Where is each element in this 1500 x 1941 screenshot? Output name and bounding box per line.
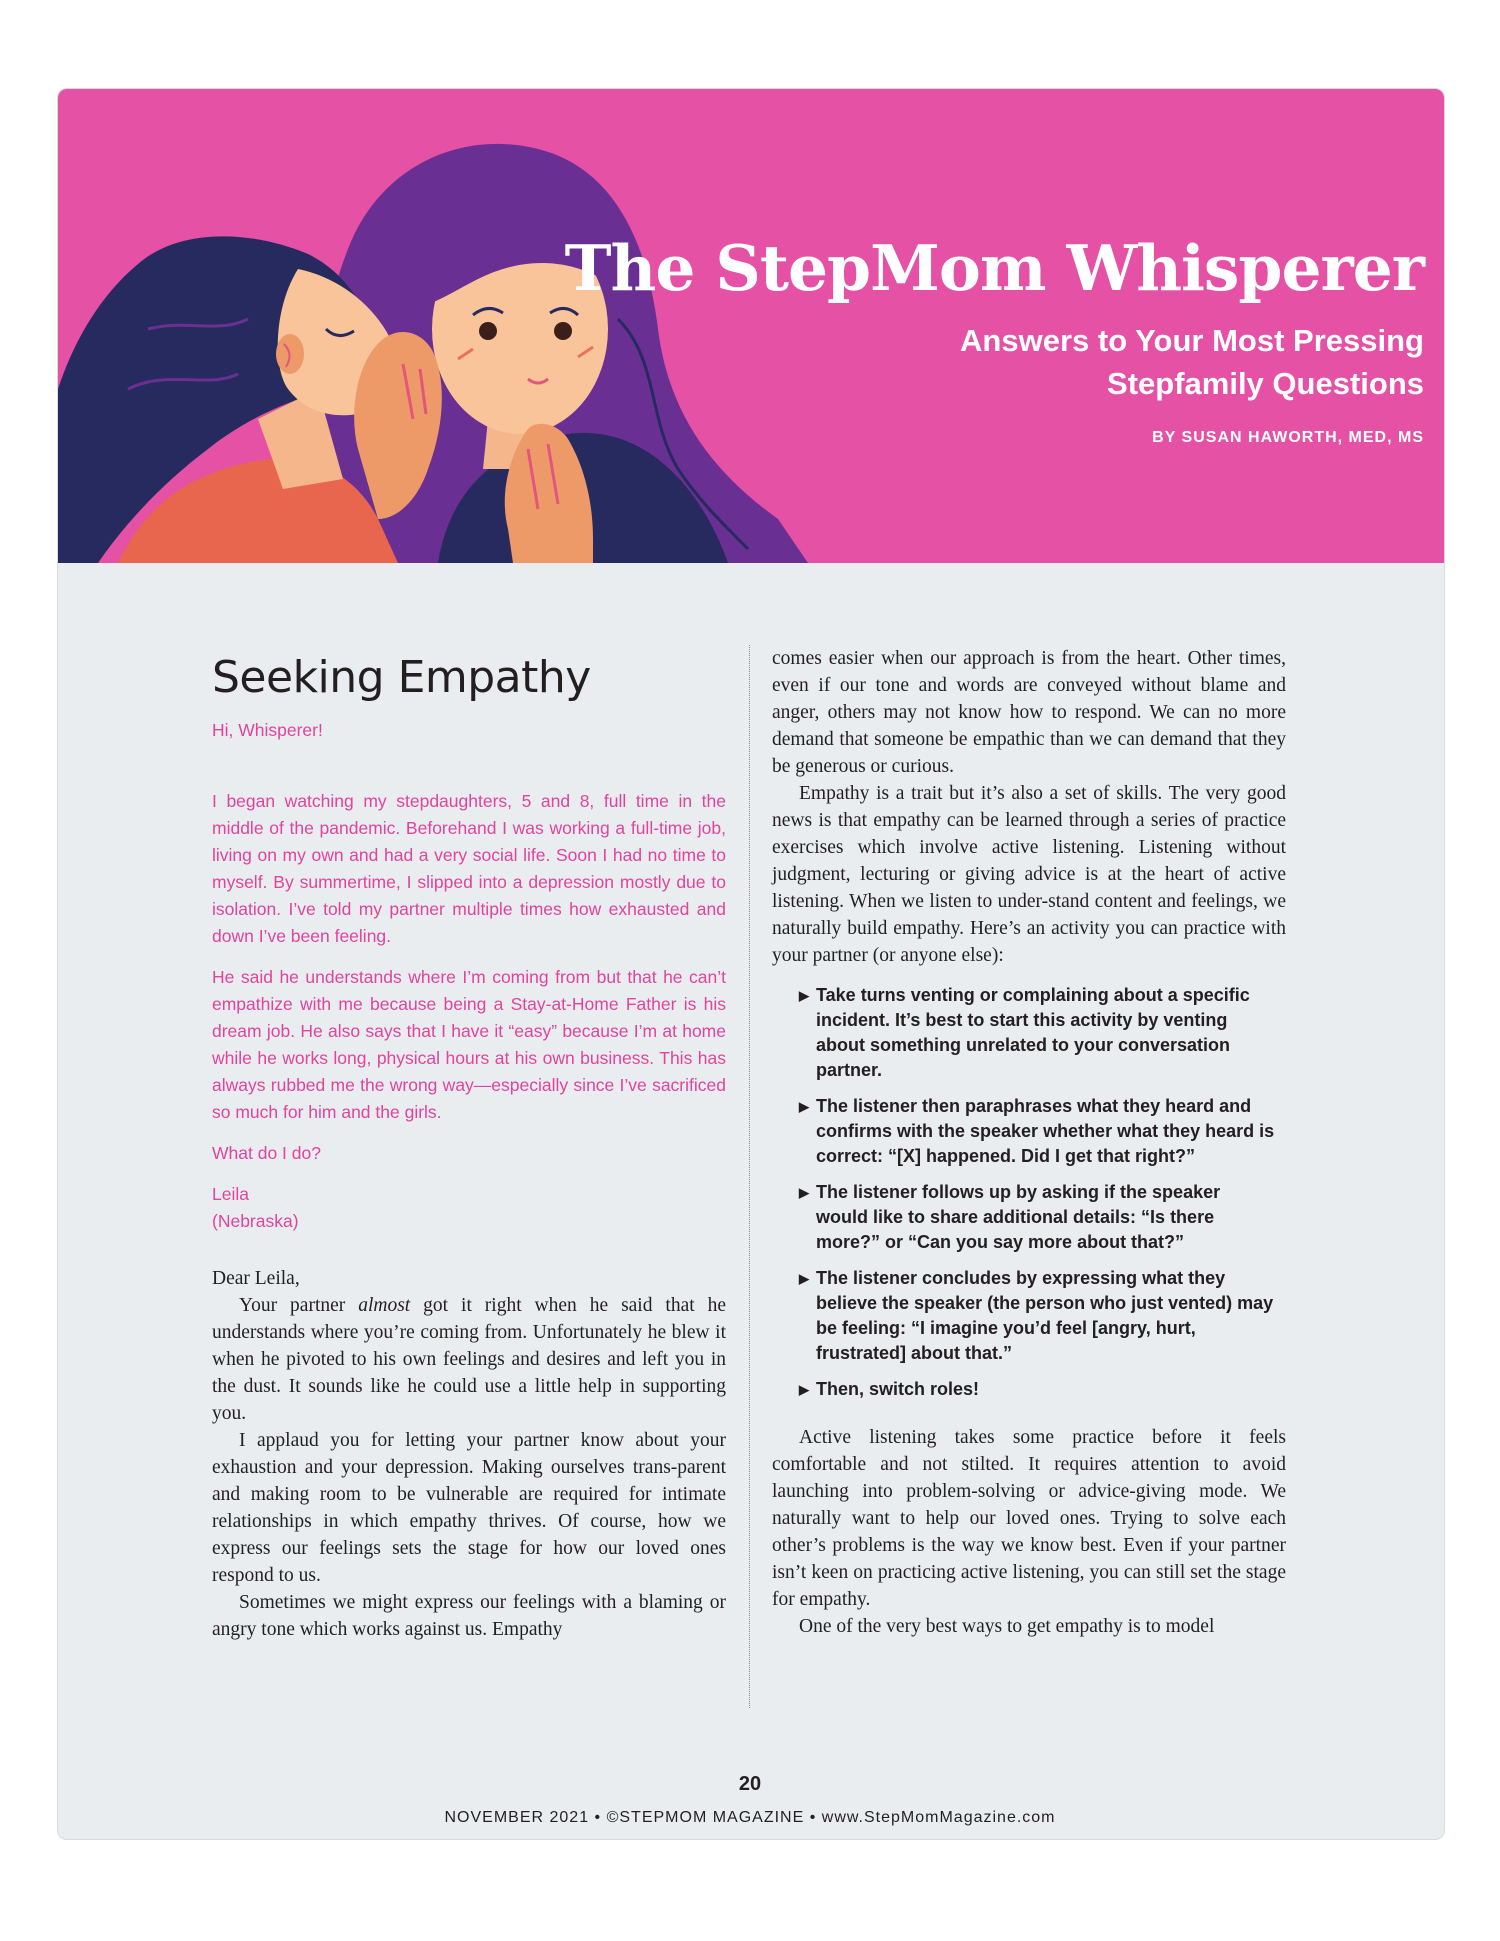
column-subtitle [864, 319, 1424, 405]
list-item: ▶ Take turns venting or complaining about a specific incident. It’s best to start this activity by venting about something unrelated to your conversation partner. [799, 985, 1250, 1080]
answer-paragraph-continued: comes easier when our approach is from the heart. Other times, even if our tone and words are conveyed without blame and anger, others may not know how to respond. We can no more demand that someone be empathic than we can demand that they be generous or curious. [772, 648, 1286, 777]
triangle-bullet-icon: ▶ [799, 988, 809, 1003]
answer-paragraph: One of the very best ways to get empathy is to model [799, 1616, 1215, 1637]
letter-question: What do I do? [212, 1143, 321, 1163]
right-column [772, 645, 1286, 1640]
subtitle-line-1: Answers to Your Most Pressing [960, 323, 1424, 358]
page-number: 20 [738, 1773, 762, 1795]
column-divider [749, 645, 750, 1708]
magazine-column-title: The StepMom Whisperer [564, 231, 1424, 305]
whispering-women-illustration [58, 89, 808, 563]
activity-steps-list [772, 983, 1286, 1402]
list-item: ▶ The listener then paraphrases what they heard and confirms with the speaker whether what they heard is correct: “[X] happened. Did I get that right?” [799, 1096, 1275, 1166]
list-item: ▶ The listener follows up by asking if the speaker would like to share additional details: “Is there more?” or “Can you say more about that?” [799, 1182, 1221, 1252]
answer-paragraph: Empathy is a trait but it’s also a set of skills. The very good news is that empathy can be learned through a series of practice exercises which involve active listening. Listening without judgment, lecturing or giving advice is at the heart of active listening. When we listen to under-stand content and feelings, we naturally build empathy. Here’s an activity you can practice with your partner (or anyone else): [772, 783, 1286, 966]
triangle-bullet-icon: ▶ [799, 1271, 809, 1286]
answer-paragraph: Your partner almost got it right when he said that he understands where you’re coming from. Unfortunately he blew it when he pivoted to his own feelings and desires and left you in the dust. It sounds like he could use a little help in supporting you. [212, 1295, 726, 1424]
letter-greeting: Hi, Whisperer! [212, 720, 323, 740]
letter-signature [212, 1181, 726, 1235]
answer-paragraph: Sometimes we might express our feelings with a blaming or angry tone which works against us. Empathy [212, 1592, 726, 1640]
author-byline: BY SUSAN HAWORTH, MED, MS [1152, 429, 1424, 446]
footer-credit: NOVEMBER 2021 • ©STEPMOM MAGAZINE • www.StepMomMagazine.com [444, 1809, 1056, 1826]
triangle-bullet-icon: ▶ [799, 1382, 809, 1397]
reader-letter [212, 717, 726, 1235]
answer-paragraph: I applaud you for letting your partner know about your exhaustion and your depression. Making ourselves trans-parent and making room to be vulnerable are required for intimate relationships in which empathy thrives. Of course, how we express our feelings sets the stage for how our loved ones respond to us. [212, 1430, 726, 1586]
answer-salutation: Dear Leila, [212, 1268, 300, 1289]
header-banner [58, 89, 1444, 563]
letter-paragraph: He said he understands where I’m coming from but that he can’t empathize with me because being a Stay-at-Home Father is his dream job. He also says that I have it “easy” because I’m at home while he works long, physical hours at his own business. This has always rubbed me the wrong way—especially since I’ve sacrificed so much for him and the girls. [212, 967, 726, 1122]
left-column [212, 556, 726, 1643]
answer-paragraph: Active listening takes some practice before it feels comfortable and not stilted. It requires attention to avoid launching into problem-solving or advice-giving mode. We naturally want to help our loved ones. Trying to solve each other’s problems is the way we know best. Even if your partner isn’t keen on practicing active listening, you can still set the stage for empathy. [772, 1427, 1286, 1610]
signature-place: (Nebraska) [212, 1211, 299, 1231]
letter-paragraph: I began watching my stepdaughters, 5 and 8, full time in the middle of the pandemic. Beforehand I was working a full-time job, living on my own and had a very social life. Soon I had no time to myself. By summertime, I slipped into a depression mostly due to isolation. I’ve told my partner multiple times how exhausted and down I’ve been feeling. [212, 791, 726, 946]
triangle-bullet-icon: ▶ [799, 1099, 809, 1114]
subtitle-line-2: Stepfamily Questions [1107, 366, 1424, 401]
advice-answer [212, 1265, 726, 1643]
article-title: Seeking Empathy [212, 652, 591, 703]
triangle-bullet-icon: ▶ [799, 1185, 809, 1200]
list-item: ▶ Then, switch roles! [799, 1377, 1276, 1402]
emphasis-text: almost [358, 1295, 411, 1316]
signature-name: Leila [212, 1184, 249, 1204]
list-item: ▶ The listener concludes by expressing what they believe the speaker (the person who just vented) may be feeling: “I imagine you’d feel [angry, hurt, frustrated] about that.” [799, 1268, 1274, 1363]
